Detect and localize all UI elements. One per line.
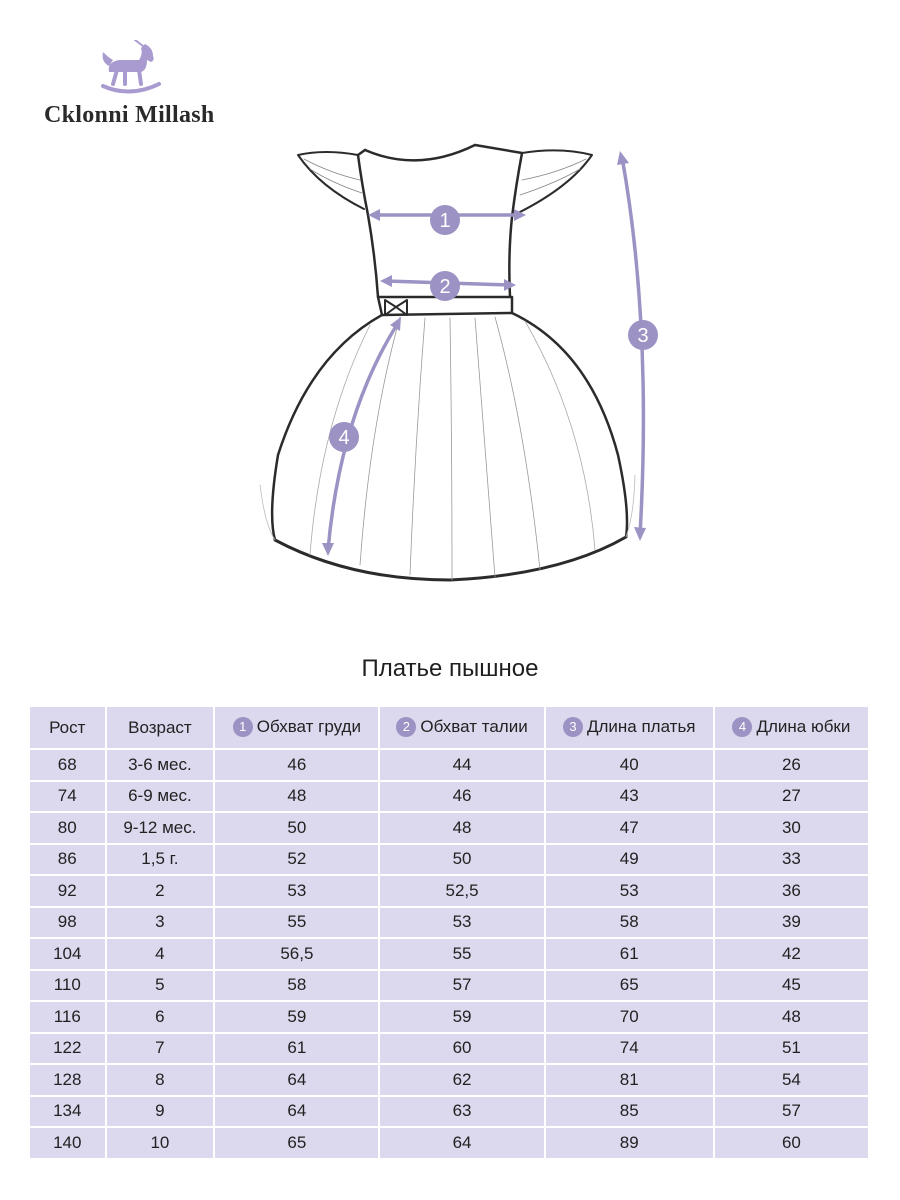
table-cell: 48 [380, 813, 543, 843]
table-cell: 58 [546, 908, 713, 938]
table-row [30, 1128, 868, 1158]
table-cell: 3-6 мес. [107, 750, 214, 780]
table-cell: 55 [215, 908, 378, 938]
table-body [30, 750, 868, 1158]
table-cell: 134 [30, 1097, 105, 1127]
table-cell: 60 [380, 1034, 543, 1064]
column-header [215, 707, 378, 748]
table-cell: 53 [380, 908, 543, 938]
column-label: Возраст [128, 717, 192, 737]
table-cell: 64 [215, 1097, 378, 1127]
column-label: Длина юбки [756, 717, 851, 737]
table-cell: 45 [715, 971, 868, 1001]
table-cell: 50 [380, 845, 543, 875]
brand-name: Cklonni Millash [44, 102, 215, 128]
table-cell: 140 [30, 1128, 105, 1158]
column-label: Рост [49, 717, 86, 737]
table-cell: 46 [215, 750, 378, 780]
table-cell: 116 [30, 1002, 105, 1032]
table-cell: 30 [715, 813, 868, 843]
column-label: Обхват талии [420, 717, 528, 737]
table-cell: 9 [107, 1097, 214, 1127]
table-row [30, 908, 868, 938]
table-cell: 52,5 [380, 876, 543, 906]
dress-measurement-diagram [240, 125, 680, 595]
table-cell: 49 [546, 845, 713, 875]
table-row [30, 813, 868, 843]
table-cell: 59 [215, 1002, 378, 1032]
table-cell: 4 [107, 939, 214, 969]
table-cell: 3 [107, 908, 214, 938]
table-cell: 53 [215, 876, 378, 906]
marker-4: 4 [338, 427, 350, 449]
table-cell: 56,5 [215, 939, 378, 969]
table-cell: 36 [715, 876, 868, 906]
column-label: Обхват груди [256, 717, 361, 737]
table-cell: 86 [30, 845, 105, 875]
table-cell: 43 [546, 782, 713, 812]
table-cell: 57 [380, 971, 543, 1001]
brand-logo [40, 40, 240, 135]
marker-3: 3 [637, 325, 649, 347]
column-header [30, 707, 105, 748]
measurement-badge: 1 [233, 717, 253, 737]
table-cell: 27 [715, 782, 868, 812]
table-cell: 68 [30, 750, 105, 780]
table-row [30, 876, 868, 906]
table-cell: 62 [380, 1065, 543, 1095]
table-cell: 55 [380, 939, 543, 969]
table-cell: 48 [715, 1002, 868, 1032]
table-cell: 33 [715, 845, 868, 875]
page-title: Платье пышное [361, 655, 539, 682]
table-cell: 51 [715, 1034, 868, 1064]
table-cell: 64 [215, 1065, 378, 1095]
table-cell: 61 [215, 1034, 378, 1064]
table-cell: 63 [380, 1097, 543, 1127]
column-header [380, 707, 543, 748]
table-row [30, 971, 868, 1001]
table-cell: 8 [107, 1065, 214, 1095]
column-header [107, 707, 214, 748]
table-cell: 104 [30, 939, 105, 969]
table-cell: 42 [715, 939, 868, 969]
size-table [28, 705, 870, 1160]
table-cell: 47 [546, 813, 713, 843]
table-cell: 60 [715, 1128, 868, 1158]
table-cell: 50 [215, 813, 378, 843]
table-cell: 46 [380, 782, 543, 812]
marker-1: 1 [439, 210, 451, 232]
table-cell: 53 [546, 876, 713, 906]
table-header-row [30, 707, 868, 748]
table-cell: 6 [107, 1002, 214, 1032]
table-cell: 40 [546, 750, 713, 780]
table-cell: 74 [30, 782, 105, 812]
table-cell: 64 [380, 1128, 543, 1158]
table-cell: 74 [546, 1034, 713, 1064]
measurement-badge: 4 [732, 717, 752, 737]
table-cell: 39 [715, 908, 868, 938]
table-row [30, 845, 868, 875]
table-cell: 54 [715, 1065, 868, 1095]
table-cell: 26 [715, 750, 868, 780]
column-label: Длина платья [586, 717, 696, 737]
table-cell: 5 [107, 971, 214, 1001]
table-cell: 80 [30, 813, 105, 843]
column-header [715, 707, 868, 748]
table-cell: 89 [546, 1128, 713, 1158]
table-cell: 10 [107, 1128, 214, 1158]
column-header [546, 707, 713, 748]
table-cell: 61 [546, 939, 713, 969]
table-cell: 128 [30, 1065, 105, 1095]
table-cell: 59 [380, 1002, 543, 1032]
table-cell: 85 [546, 1097, 713, 1127]
table-row [30, 750, 868, 780]
marker-2: 2 [439, 276, 451, 298]
table-row [30, 1065, 868, 1095]
table-row [30, 1034, 868, 1064]
table-cell: 98 [30, 908, 105, 938]
table-cell: 57 [715, 1097, 868, 1127]
table-cell: 44 [380, 750, 543, 780]
measurement-badge: 3 [563, 717, 583, 737]
table-cell: 58 [215, 971, 378, 1001]
table-cell: 81 [546, 1065, 713, 1095]
table-cell: 122 [30, 1034, 105, 1064]
table-cell: 2 [107, 876, 214, 906]
table-cell: 48 [215, 782, 378, 812]
table-cell: 1,5 г. [107, 845, 214, 875]
table-cell: 6-9 мес. [107, 782, 214, 812]
measurement-badge: 2 [396, 717, 416, 737]
table-row [30, 939, 868, 969]
table-cell: 65 [215, 1128, 378, 1158]
table-cell: 92 [30, 876, 105, 906]
table-cell: 9-12 мес. [107, 813, 214, 843]
table-row [30, 782, 868, 812]
table-row [30, 1002, 868, 1032]
table-cell: 65 [546, 971, 713, 1001]
table-cell: 110 [30, 971, 105, 1001]
rocking-unicorn-icon [95, 40, 165, 98]
table-cell: 7 [107, 1034, 214, 1064]
table-cell: 70 [546, 1002, 713, 1032]
table-row [30, 1097, 868, 1127]
table-cell: 52 [215, 845, 378, 875]
